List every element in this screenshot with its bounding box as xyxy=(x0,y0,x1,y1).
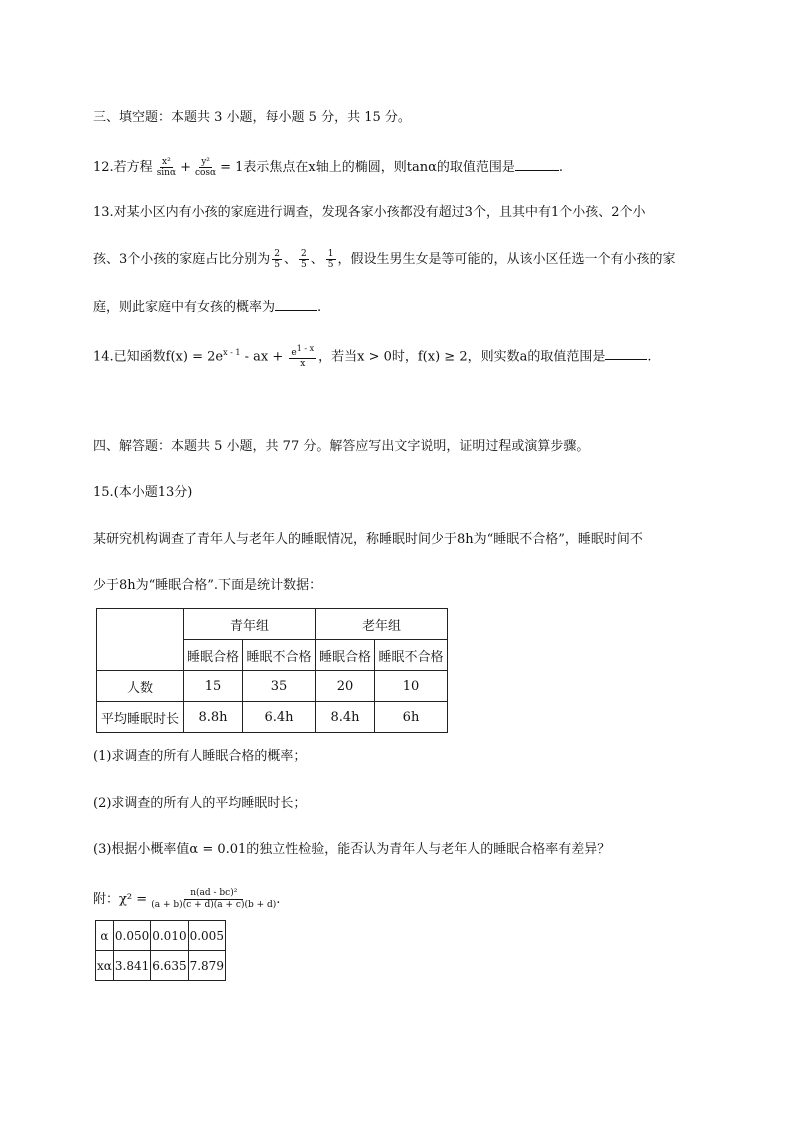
q13-sep2: 、 xyxy=(310,252,324,267)
q14-f-den: x xyxy=(300,359,306,370)
table-cell: 0.005 xyxy=(188,921,225,951)
table-cell: 6.4h xyxy=(243,702,316,733)
row-label: α xyxy=(96,921,114,951)
q12-fraction-x xyxy=(155,157,178,178)
subheader-old-pass: 睡眠合格 xyxy=(316,640,375,671)
table-cell: 7.879 xyxy=(188,951,225,981)
q13-line2-prefix: 孩、3个小孩的家庭占比分别为 xyxy=(93,252,271,267)
q13-line-2 xyxy=(93,249,676,270)
table-cell: 6h xyxy=(375,702,448,733)
table-cell: 15 xyxy=(184,671,243,702)
formula-prefix: 附：χ² = xyxy=(93,892,148,907)
q14-f-num-base: e xyxy=(291,348,297,359)
q14-exponent: x - 1 xyxy=(223,348,241,357)
q13-fc-num: 1 xyxy=(327,249,334,259)
q14-mid: - ax + xyxy=(240,349,288,365)
formula-end: . xyxy=(276,892,281,907)
row-label: 人数 xyxy=(97,671,184,702)
formula-numerator: n(ad - bc)² xyxy=(184,888,243,900)
q14-suffix: ，若当x > 0时，f(x) ≥ 2，则实数a的取值范围是 xyxy=(318,349,606,365)
table-cell: 20 xyxy=(316,671,375,702)
q13-fa-num: 2 xyxy=(274,249,281,259)
table-cell: 35 xyxy=(243,671,316,702)
row-label: xα xyxy=(96,951,114,981)
table-cell: 0.050 xyxy=(113,921,150,951)
section-answer-header: 四、解答题：本题共 5 小题，共 77 分。解答应写出文字说明，证明过程或演算步骤。 xyxy=(93,439,590,454)
critical-value-table xyxy=(95,920,226,981)
q12-plus: + xyxy=(180,160,191,175)
question-14 xyxy=(93,343,651,369)
q15-formula xyxy=(93,888,280,911)
formula-denominator: (a + b)(c + d)(a + c)(b + d) xyxy=(151,900,277,910)
q12-f2-den: cosα xyxy=(194,168,217,178)
sleep-stats-table xyxy=(96,608,448,733)
q14-answer-blank[interactable] xyxy=(605,345,647,360)
q13-fc-den: 5 xyxy=(327,260,334,270)
q13-fraction-c xyxy=(326,249,336,270)
table-row xyxy=(97,671,448,702)
table-row xyxy=(96,921,226,951)
q13-fb-den: 5 xyxy=(301,260,307,270)
q12-suffix: = 1表示焦点在x轴上的椭圆，则tanα的取值范围是 xyxy=(220,160,515,175)
table-cell: 0.010 xyxy=(151,921,188,951)
q13-line2-suffix: ，假设生男生女是等可能的，从该小区任选一个有小孩的家 xyxy=(337,252,676,267)
q14-prefix: 14.已知函数f(x) = 2e xyxy=(93,349,224,365)
q15-part-2: (2)求调查的所有人的平均睡眠时长； xyxy=(93,796,307,811)
q13-fraction-b xyxy=(299,249,309,270)
table-cell: 8.8h xyxy=(184,702,243,733)
q14-f-num-exp: 1 - x xyxy=(296,344,315,354)
table-cell: 8.4h xyxy=(316,702,375,733)
header-young-group: 青年组 xyxy=(184,609,316,640)
q13-end: . xyxy=(317,300,322,315)
row-label: 平均睡眠时长 xyxy=(97,702,184,733)
header-old-group: 老年组 xyxy=(316,609,448,640)
subheader-young-pass: 睡眠合格 xyxy=(184,640,243,671)
q13-fraction-a xyxy=(272,249,282,270)
q12-f1-num: x² xyxy=(162,157,171,167)
q13-line-1: 13.对某小区内有小孩的家庭进行调查，发现各家小孩都没有超过3个，且其中有1个小孩、2个小 xyxy=(93,205,646,220)
q12-end: . xyxy=(558,160,564,175)
q13-line3-text: 庭，则此家庭中有女孩的概率为 xyxy=(93,300,276,315)
q14-end: . xyxy=(647,349,652,365)
q13-line-3 xyxy=(93,296,321,318)
section-fill-blank-header: 三、填空题：本题共 3 小题，每小题 5 分，共 15 分。 xyxy=(93,110,411,125)
q15-title: 15.(本小题13分) xyxy=(93,485,193,500)
q15-part-1: (1)求调查的所有人睡眠合格的概率； xyxy=(93,749,307,764)
q15-desc-line-2: 少于8h为“睡眠合格”.下面是统计数据： xyxy=(93,578,323,593)
q12-f1-den: sinα xyxy=(156,168,177,178)
q13-fb-num: 2 xyxy=(301,249,307,259)
q14-f-num xyxy=(289,344,316,359)
table-cell: 6.635 xyxy=(151,951,188,981)
q13-fa-den: 5 xyxy=(274,260,281,270)
q15-part-3: (3)根据小概率值α = 0.01的独立性检验，能否认为青年人与老年人的睡眠合格率有差异？ xyxy=(93,842,611,857)
q14-fraction xyxy=(289,344,316,369)
chi-square-fraction xyxy=(151,888,276,911)
subheader-old-fail: 睡眠不合格 xyxy=(375,640,448,671)
q12-fraction-y xyxy=(193,157,218,178)
table-cell: 10 xyxy=(375,671,448,702)
subheader-young-fail: 睡眠不合格 xyxy=(243,640,316,671)
table-corner-cell xyxy=(97,609,184,671)
table-row xyxy=(97,702,448,733)
q13-answer-blank[interactable] xyxy=(275,296,317,311)
question-12 xyxy=(93,156,563,178)
table-row xyxy=(96,951,226,981)
q12-prefix: 12.若方程 xyxy=(93,160,153,175)
q13-sep1: 、 xyxy=(284,252,298,267)
q12-f2-num: y² xyxy=(201,157,210,167)
q15-desc-line-1: 某研究机构调查了青年人与老年人的睡眠情况，称睡眠时间少于8h为“睡眠不合格”，睡眠时间不 xyxy=(93,532,643,547)
q12-answer-blank[interactable] xyxy=(515,156,559,171)
table-cell: 3.841 xyxy=(113,951,150,981)
